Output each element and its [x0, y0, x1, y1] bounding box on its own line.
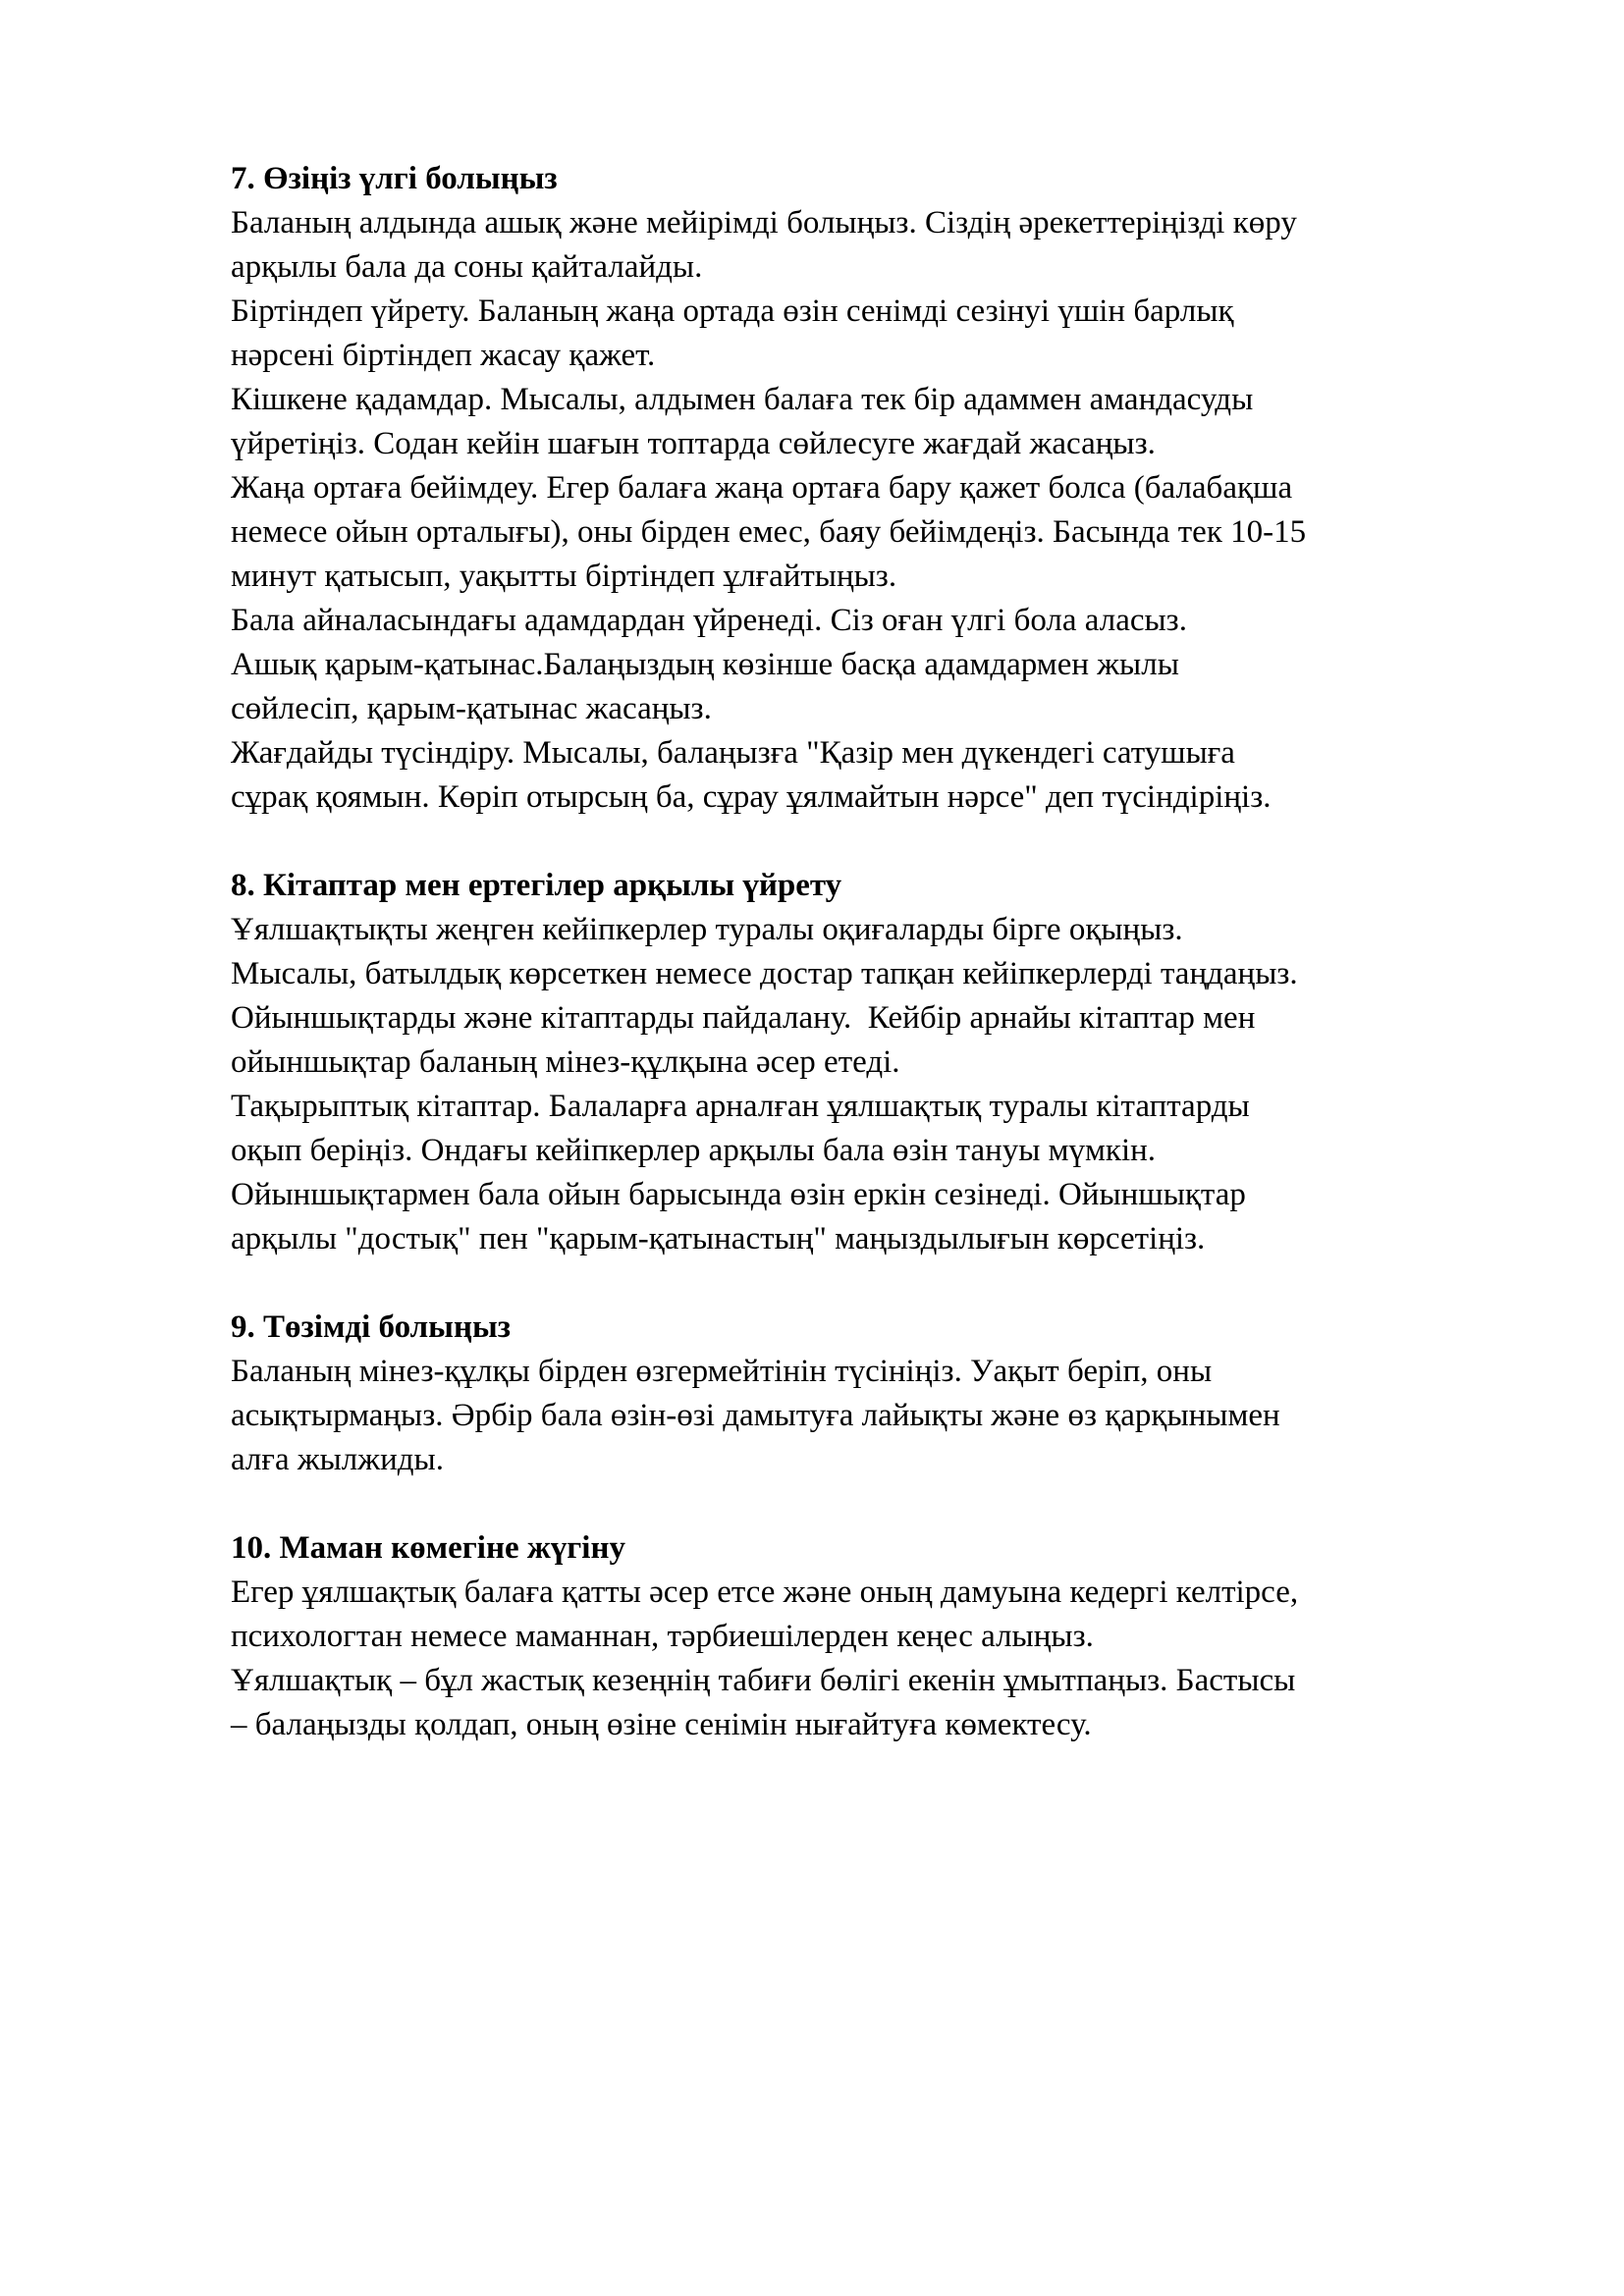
text-line: Ұялшақтық – бұл жастық кезеңнің табиғи бөлігі екенін ұмытпаңыз. Бастысы [231, 1663, 1296, 1698]
text-line: сұрақ қоямын. Көріп отырсың ба, сұрау ұялмайтын нәрсе" деп түсіндіріңіз. [231, 779, 1272, 815]
text-line: – балаңызды қолдап, оның өзіне сенімін нығайтуға көмектесу. [231, 1707, 1092, 1742]
text-line: арқылы бала да соны қайталайды. [231, 249, 703, 285]
document-section [231, 864, 1551, 1261]
text-line: асықтырмаңыз. Әрбір бала өзін-өзі дамытуға лайықты және өз қарқынымен [231, 1398, 1280, 1433]
text-line: Біртіндеп үйрету. Баланың жаңа ортада өзін сенімді сезінуі үшін барлық [231, 294, 1234, 329]
text-line: Кішкене қадамдар. Мысалы, алдымен балаға тек бір адаммен амандасуды [231, 382, 1254, 417]
text-line: ойыншықтар баланың мінез-құлқына әсер етеді. [231, 1044, 900, 1080]
text-line: психологтан немесе маманнан, тәрбиешілерден кеңес алыңыз. [231, 1619, 1094, 1654]
section-heading: 9. Төзімді болыңыз [231, 1309, 511, 1345]
text-line: үйретіңіз. Содан кейін шағын топтарда сөйлесуге жағдай жасаңыз. [231, 426, 1156, 461]
text-line: минут қатысып, уақытты біртіндеп ұлғайтыңыз. [231, 559, 897, 594]
section-heading: 10. Маман көмегіне жүгіну [231, 1530, 625, 1566]
text-line: алға жылжиды. [231, 1442, 444, 1477]
text-line: Тақырыптық кітаптар. Балаларға арналған ұялшақтық туралы кітаптарды [231, 1089, 1250, 1124]
section-heading: 8. Кітаптар мен ертегілер арқылы үйрету [231, 868, 842, 903]
text-line: Егер ұялшақтық балаға қатты әсер етсе және оның дамуына кедергі келтірсе, [231, 1575, 1299, 1610]
document-section [231, 157, 1551, 820]
section-heading: 7. Өзіңіз үлгі болыңыз [231, 161, 558, 196]
text-line: Бала айналасындағы адамдардан үйренеді. Сіз оған үлгі бола аласыз. [231, 603, 1187, 638]
document-section [231, 1526, 1551, 1747]
text-line: Баланың алдында ашық және мейірімді болыңыз. Сіздің әрекеттеріңізді көру [231, 205, 1297, 240]
text-line: Мысалы, батылдық көрсеткен немесе достар тапқан кейіпкерлерді таңдаңыз. [231, 956, 1298, 991]
text-line: сөйлесіп, қарым-қатынас жасаңыз. [231, 691, 712, 726]
text-line: оқып беріңіз. Ондағы кейіпкерлер арқылы бала өзін тануы мүмкін. [231, 1133, 1157, 1168]
text-line: Ойыншықтарды және кітаптарды пайдалану. Кейбір арнайы кітаптар мен [231, 1000, 1256, 1036]
text-line: Ойыншықтармен бала ойын барысында өзін еркін сезінеді. Ойыншықтар [231, 1177, 1246, 1212]
text-line: Ұялшақтықты жеңген кейіпкерлер туралы оқиғаларды бірге оқыңыз. [231, 912, 1183, 947]
text-line: Баланың мінез-құлқы бірден өзгермейтінін түсініңіз. Уақыт беріп, оны [231, 1354, 1213, 1389]
document-section [231, 1306, 1551, 1482]
text-line: арқылы "достық" пен "қарым-қатынастың" маңыздылығын көрсетіңіз. [231, 1221, 1206, 1256]
text-line: немесе ойын орталығы), оны бірден емес, баяу бейімдеңіз. Басында тек 10-15 [231, 514, 1307, 550]
text-line: Жаңа ортаға бейімдеу. Егер балаға жаңа ортаға бару қажет болса (балабақша [231, 470, 1293, 506]
text-line: Жағдайды түсіндіру. Мысалы, балаңызға "Қазір мен дүкендегі сатушыға [231, 735, 1235, 771]
document-body [231, 157, 1551, 1791]
text-line: нәрсені біртіндеп жасау қажет. [231, 338, 656, 373]
text-line: Ашық қарым-қатынас.Балаңыздың көзінше басқа адамдармен жылы [231, 647, 1179, 682]
